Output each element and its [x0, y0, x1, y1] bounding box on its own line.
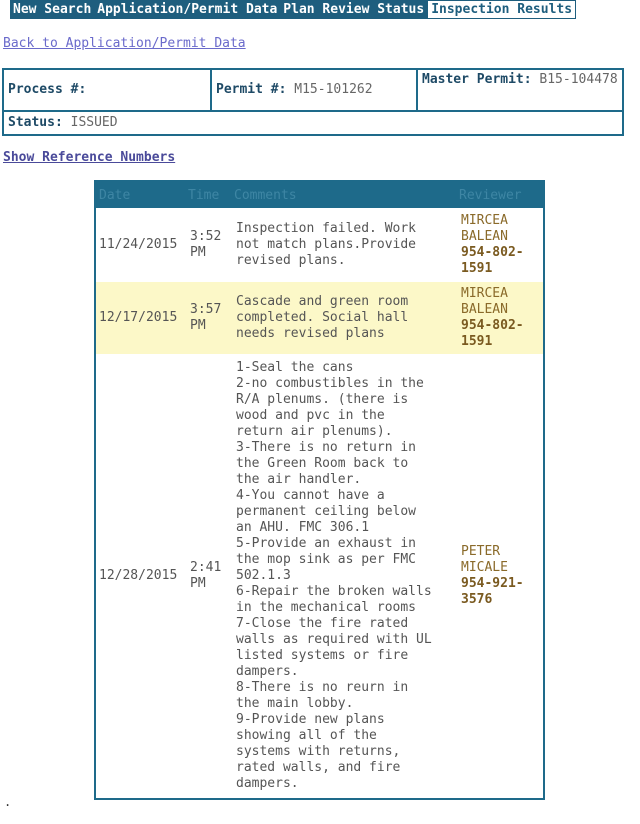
comment-line: the mop sink as per FMC [236, 552, 417, 567]
reviewer-phone: 3576 [461, 592, 493, 607]
show-reference-numbers-link[interactable]: Show Reference Numbers [3, 150, 176, 165]
permit-cell [210, 70, 416, 110]
row-time-value: 3:57 [190, 302, 222, 317]
permit-info-table [2, 68, 624, 136]
header-time: Time [188, 187, 220, 203]
reviewer-phone: 954-802- [461, 245, 524, 260]
tab-application-permit-data[interactable]: Application/Permit Data [94, 0, 280, 19]
row-date: 12/17/2015 [99, 310, 178, 325]
row-reviewer [461, 213, 543, 277]
reviewer-phone: 1591 [461, 261, 493, 276]
comment-line: dampers. [236, 776, 299, 791]
reviewer-name: MIRCEA [461, 286, 508, 301]
table-row [96, 354, 543, 798]
comment-line: in the mechanical rooms [236, 600, 417, 615]
process-label: Process #: [8, 82, 87, 97]
footer-dot: . [4, 795, 12, 809]
table-row [96, 208, 543, 282]
row-time [190, 229, 236, 261]
comment-line: 3-There is no return in [236, 440, 417, 455]
reviewer-name: MICALE [461, 560, 508, 575]
reviewer-phone: 954-802- [461, 318, 524, 333]
process-cell [4, 70, 210, 110]
comment-line: the Green Room back to [236, 456, 409, 471]
comment-line: 9-Provide new plans [236, 712, 385, 727]
header-date: Date [99, 187, 131, 203]
comment-line: an AHU. FMC 306.1 [236, 520, 370, 535]
master-permit-cell [416, 70, 622, 110]
row-time-value: 3:52 [190, 229, 222, 244]
reviewer-phone: 954-921- [461, 576, 524, 591]
comment-line: not match plans.Provide [236, 237, 417, 252]
reviewer-phone: 1591 [461, 334, 493, 349]
row-comments [236, 288, 461, 348]
permit-info-row [4, 70, 622, 110]
row-reviewer [461, 286, 543, 350]
row-time-ampm: PM [190, 318, 206, 333]
row-time [190, 560, 236, 592]
comment-line: the air handler. [236, 472, 362, 487]
comment-line: 502.1.3 [236, 568, 291, 583]
status-row [4, 110, 622, 134]
comment-line: revised plans. [236, 253, 346, 268]
reviewer-name: BALEAN [461, 302, 508, 317]
comment-line: the main lobby. [236, 696, 354, 711]
row-time-ampm: PM [190, 576, 206, 591]
row-time-ampm: PM [190, 245, 206, 260]
permit-value: M15-101262 [294, 82, 373, 97]
comment-line: 6-Repair the broken walls [236, 584, 432, 599]
reviewer-name: BALEAN [461, 229, 508, 244]
tab-new-search[interactable]: New Search [10, 0, 94, 19]
header-reviewer: Reviewer [459, 187, 522, 203]
comment-line: 8-There is no reurn in [236, 680, 409, 695]
comment-line: wood and pvc in the [236, 408, 385, 423]
comment-line: showing all of the [236, 728, 377, 743]
comment-line: 4-You cannot have a [236, 488, 385, 503]
row-time-value: 2:41 [190, 560, 222, 575]
comment-line: walls as required with UL [236, 632, 432, 647]
comment-line: 5-Provide an exhaust in [236, 536, 417, 551]
tab-bar [10, 0, 576, 19]
tab-plan-review-status[interactable]: Plan Review Status [280, 0, 427, 19]
status-value: ISSUED [70, 115, 118, 130]
comment-line: permanent ceiling below [236, 504, 417, 519]
comment-line: R/A plenums. (there is [236, 392, 409, 407]
row-comments [236, 354, 461, 798]
table-row [96, 282, 543, 354]
tab-inspection-results[interactable]: Inspection Results [427, 0, 576, 19]
row-time [190, 302, 236, 334]
comment-line: 7-Close the fire rated [236, 616, 409, 631]
comment-line: systems with returns, [236, 744, 401, 759]
status-label: Status: [8, 115, 63, 130]
row-comments [236, 215, 461, 275]
row-date: 11/24/2015 [99, 237, 178, 252]
comment-line: completed. Social hall [236, 310, 409, 325]
comment-line: Inspection failed. Work [236, 221, 417, 236]
table-header [96, 182, 543, 208]
comment-line: rated walls, and fire [236, 760, 401, 775]
reviewer-name: MIRCEA [461, 213, 508, 228]
row-reviewer [461, 544, 543, 608]
permit-label: Permit #: [216, 82, 287, 97]
comment-line: listed systems or fire [236, 648, 409, 663]
reviewer-name: PETER [461, 544, 501, 559]
master-permit-label: Master Permit: [422, 72, 532, 87]
inspection-results-table [94, 180, 545, 800]
status-cell [4, 112, 122, 134]
back-to-permit-data-link[interactable]: Back to Application/Permit Data [3, 36, 246, 51]
comment-line: 2-no combustibles in the [236, 376, 424, 391]
comment-line: dampers. [236, 664, 299, 679]
comment-line: 1-Seal the cans [236, 360, 354, 375]
row-date: 12/28/2015 [99, 568, 178, 583]
comment-line: needs revised plans [236, 326, 385, 341]
header-comments: Comments [234, 187, 297, 203]
comment-line: return air plenums). [236, 424, 393, 439]
master-permit-value: B15-104478 [539, 72, 618, 87]
comment-line: Cascade and green room [236, 294, 409, 309]
